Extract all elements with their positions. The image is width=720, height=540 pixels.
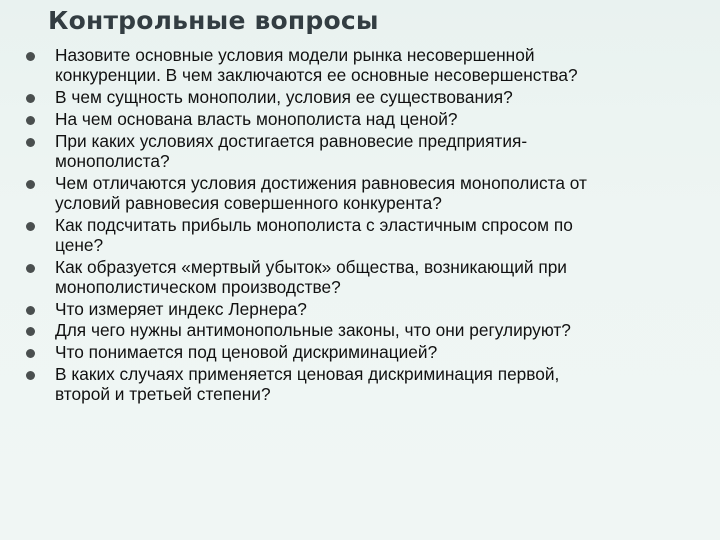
question-text-line: Как образуется «мертвый убыток» общества, возникающий при (55, 256, 567, 277)
bullet-icon (26, 116, 35, 125)
bullet-icon (26, 349, 35, 358)
question-text-line: Для чего нужны антимонопольные законы, что они регулируют? (55, 320, 571, 341)
bullet-icon (26, 327, 35, 336)
bullet-icon (26, 52, 35, 61)
bullet-icon (26, 306, 35, 315)
question-text-line: второй и третьей степени? (55, 384, 271, 405)
question-text-line: Что понимается под ценовой дискриминацией? (55, 342, 438, 363)
list-item (0, 257, 700, 297)
bullet-icon (26, 94, 35, 103)
list-item (0, 131, 700, 171)
bullet-icon (26, 180, 35, 189)
list-item (0, 215, 700, 255)
list-item (0, 320, 700, 340)
question-text-line: условий равновесия совершенного конкурента? (55, 192, 442, 213)
list-item (0, 364, 700, 404)
question-text-line: монополистическом производстве? (55, 276, 341, 297)
question-text-line: В чем сущность монополии, условия ее существования? (55, 87, 513, 107)
question-text-line: При каких условиях достигается равновесие предприятия- (55, 130, 528, 151)
bullet-icon (26, 264, 35, 273)
list-item (0, 342, 700, 362)
bullet-icon (26, 222, 35, 231)
question-list (0, 45, 700, 406)
question-text-line: цене? (55, 234, 104, 255)
list-item (0, 109, 700, 129)
question-text-line: Чем отличаются условия достижения равновесия монополиста от (55, 172, 587, 193)
list-item (0, 45, 700, 85)
question-text-line: монополиста? (55, 150, 170, 171)
slide-title: Контрольные вопросы (48, 6, 379, 35)
question-text-line: конкуренции. В чем заключаются ее основные несовершенства? (55, 65, 578, 86)
list-item (0, 87, 700, 107)
list-item (0, 299, 700, 319)
bullet-icon (26, 138, 35, 147)
question-text-line: В каких случаях применяется ценовая дискриминация первой, (55, 363, 560, 384)
question-text-line: Что измеряет индекс Лернера? (55, 298, 307, 319)
question-text-line: Как подсчитать прибыль монополиста с эластичным спросом по (55, 214, 573, 235)
question-text-line: На чем основана власть монополиста над ценой? (55, 108, 458, 129)
list-item (0, 173, 700, 213)
bullet-icon (26, 371, 35, 380)
question-text-line: Назовите основные условия модели рынка несовершенной (55, 45, 535, 65)
